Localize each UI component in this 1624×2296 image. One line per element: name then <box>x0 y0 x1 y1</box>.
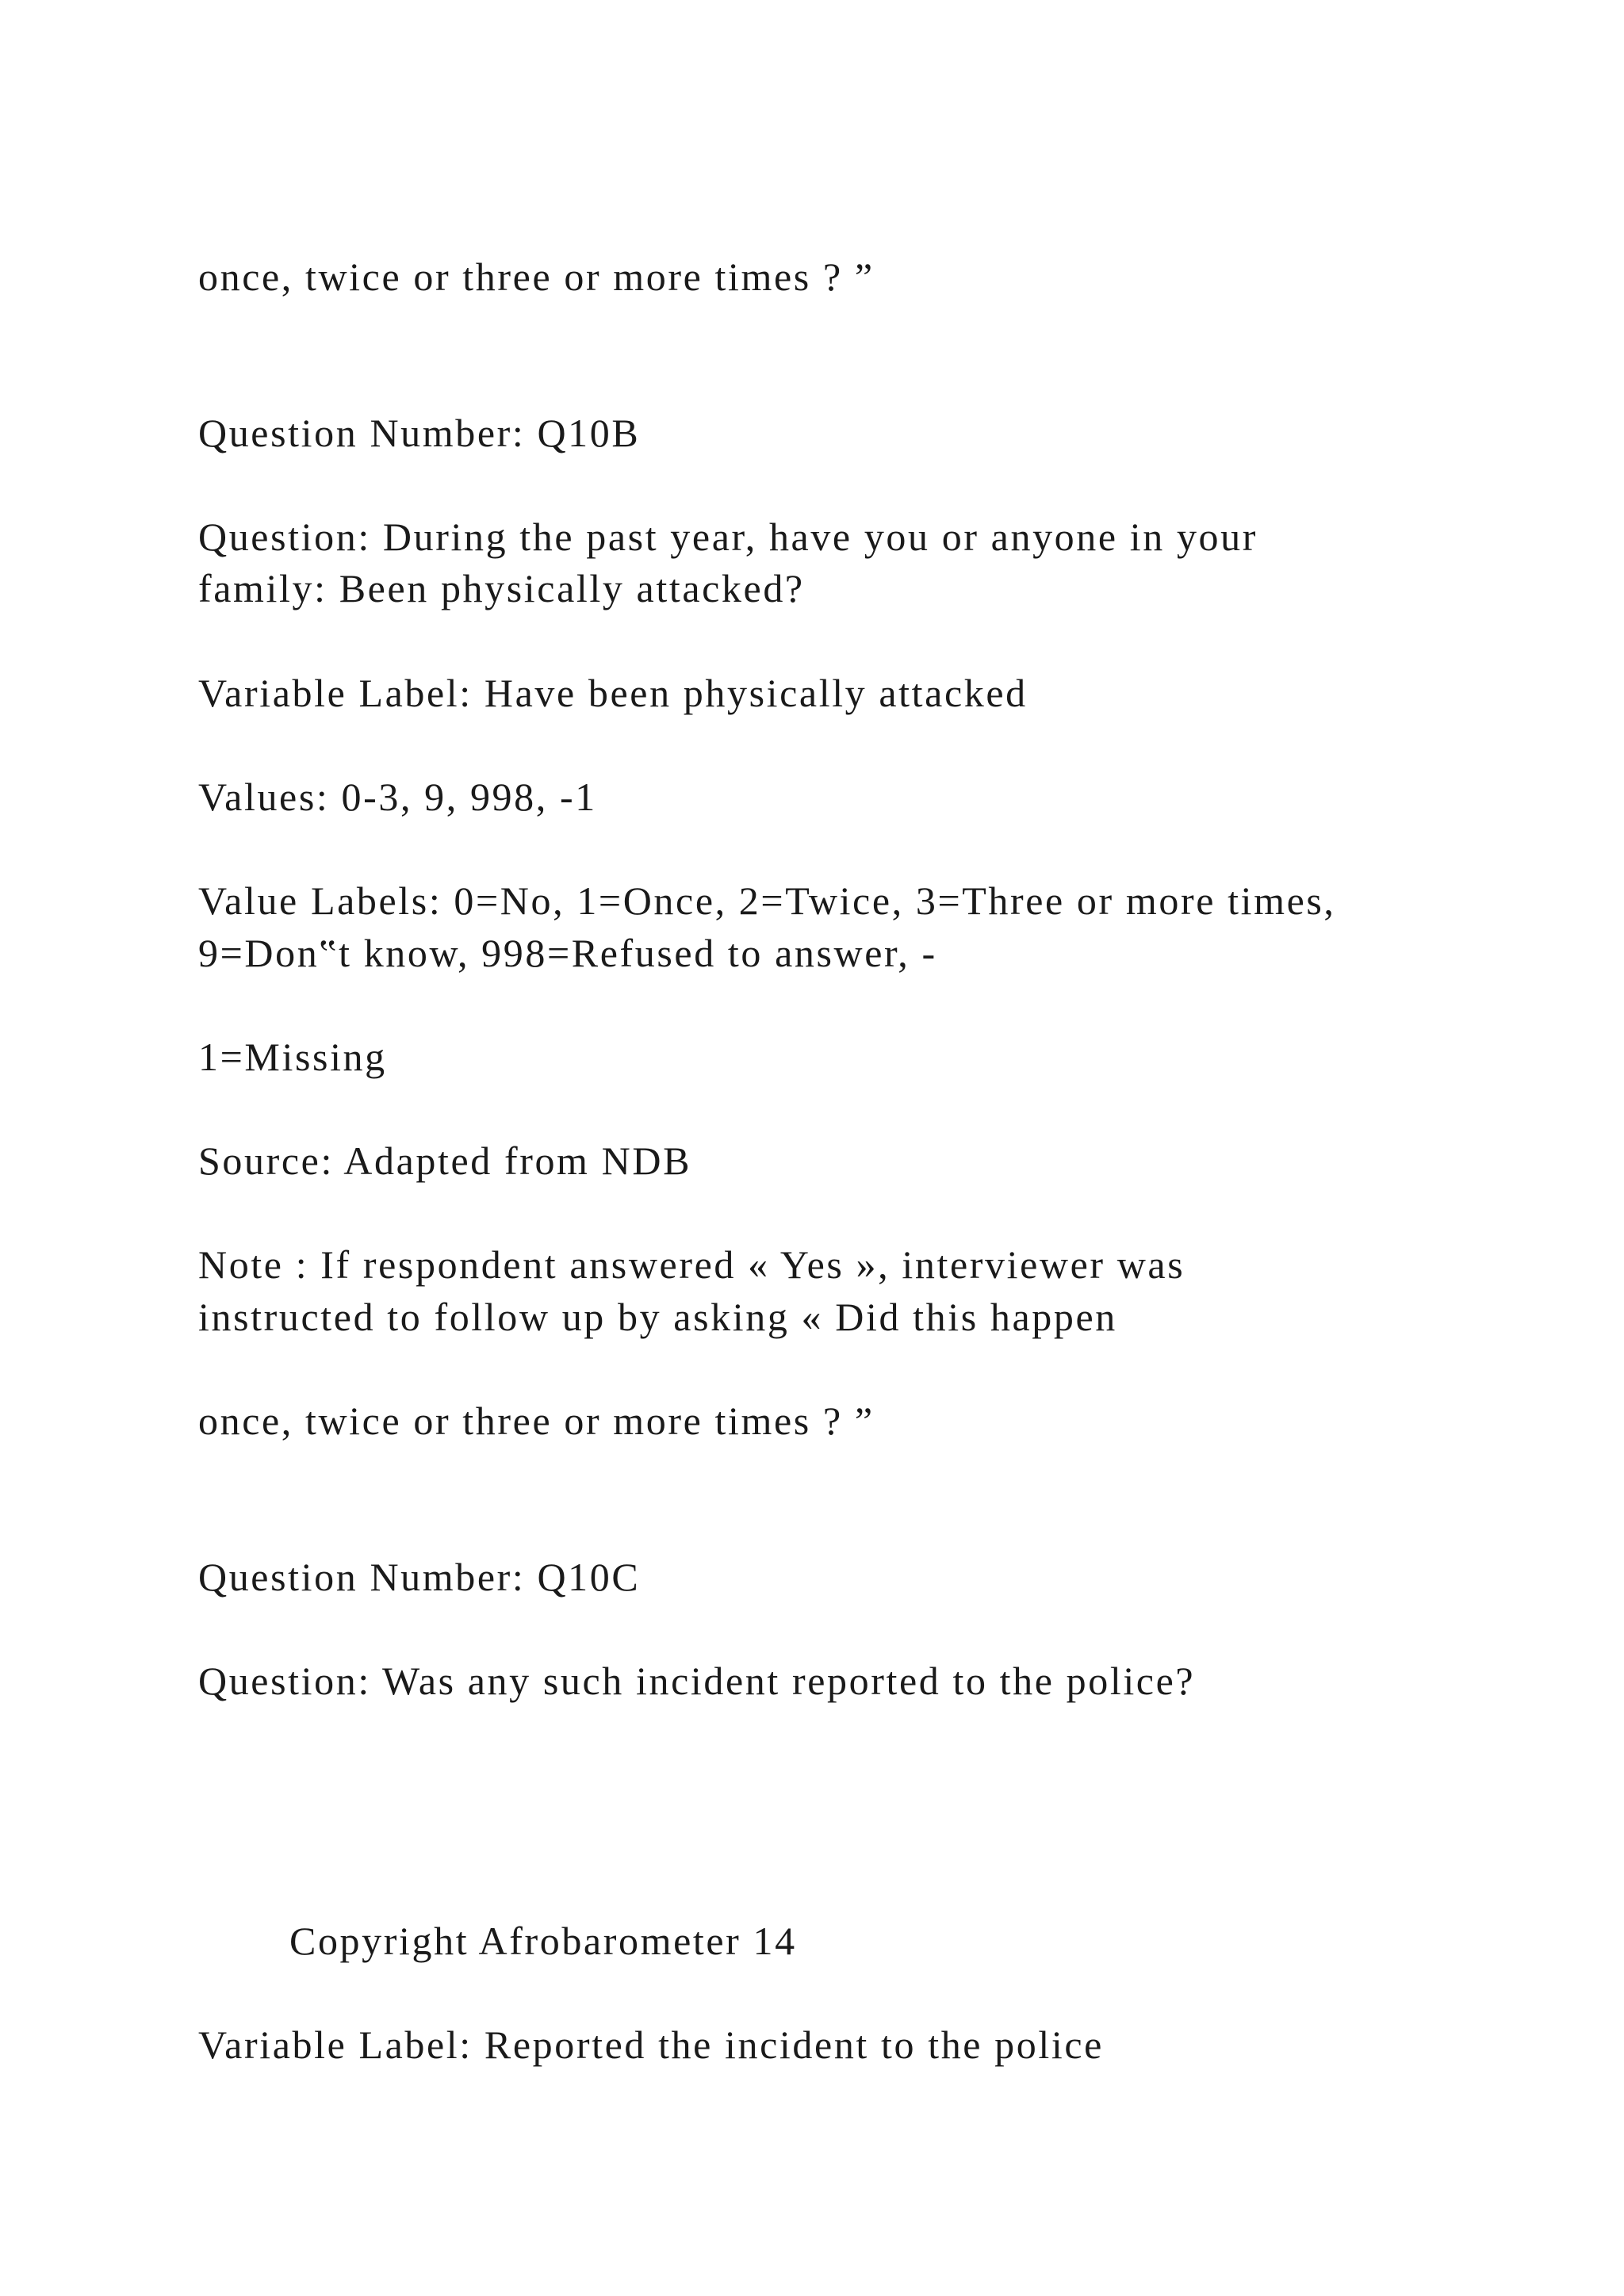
question-number: Question Number: Q10B <box>198 411 641 455</box>
variable-label: Variable Label: Reported the incident to the police <box>198 2022 1104 2067</box>
value-labels-line-3: 1=Missing <box>198 1035 387 1079</box>
source: Source: Adapted from NDB <box>198 1138 692 1183</box>
question-number: Question Number: Q10C <box>198 1555 641 1599</box>
question-text-line-2: family: Been physically attacked? <box>198 566 805 610</box>
value-labels-line-2: 9=Don‟t know, 998=Refused to answer, - <box>198 931 937 975</box>
note-line-2: instructed to follow up by asking « Did this happen <box>198 1295 1117 1339</box>
note-line-3: once, twice or three or more times ? ” <box>198 1399 875 1443</box>
question-text-line-1: Question: During the past year, have you or anyone in your <box>198 515 1258 559</box>
values: Values: 0-3, 9, 998, -1 <box>198 775 597 819</box>
variable-label: Variable Label: Have been physically attacked <box>198 671 1028 715</box>
note-line-1: Note : If respondent answered « Yes », interviewer was <box>198 1242 1185 1287</box>
page-footer: Copyright Afrobarometer 14 <box>289 1919 797 1963</box>
note-continuation: once, twice or three or more times ? ” <box>198 254 875 299</box>
value-labels-line-1: Value Labels: 0=No, 1=Once, 2=Twice, 3=Three or more times, <box>198 878 1336 923</box>
question-text: Question: Was any such incident reported to the police? <box>198 1659 1196 1703</box>
